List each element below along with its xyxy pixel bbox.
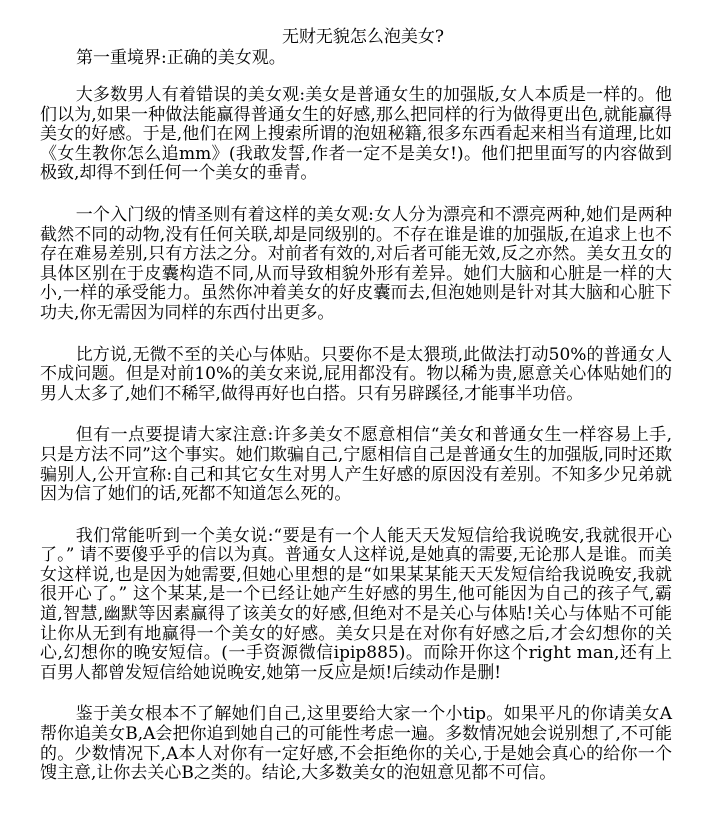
document-body [40, 86, 672, 806]
paragraph: 我们常能听到一个美女说:“要是有一个人能天天发短信给我说晚安,我就很开心了。” 请不要傻乎乎的信以为真。普通女人这样说,是她真的需要,无论那人是谁。而美女这样说,也是因为她需要,但她心里想的是“如果某某能天天发短信给我说晚安,我就很开心了。” 这个某某,是一个已经让她产生好感的男生,他可能因为自己的孩子气,霸道,智慧,幽默等因素赢得了该美女的好感,但绝对不是关心与体贴!关心与体贴不可能让你从无到有地赢得一个美女的好感。美女只是在对你有好感之后,才会幻想你的关心,幻想你的晚安短信。(一手资源微信ipip885)。而除开你这个right man,还有上百男人都曾发短信给她说晚安,她第一反应是烦!后续动作是删! [40, 525, 672, 683]
paragraph: 一个入门级的情圣则有着这样的美女观:女人分为漂亮和不漂亮两种,她们是两种截然不同的动物,没有任何关联,却是同级别的。不存在谁是谁的加强版,在追求上也不存在难易差别,只有方法之分。对前者有效的,对后者可能无效,反之亦然。美女丑女的具体区别在于皮囊构造不同,从而导致相貌外形有差异。她们大脑和心脏是一样的大小,一样的承受能力。虽然你冲着美女的好皮囊而去,但泡她则是针对其大脑和心脏下功夫,你无需因为同样的东西付出更多。 [40, 204, 672, 323]
paragraph: 大多数男人有着错误的美女观:美女是普通女生的加强版,女人本质是一样的。他们以为,如果一种做法能赢得普通女生的好感,那么把同样的行为做得更出色,就能赢得美女的好感。于是,他们在网上搜索所谓的泡妞秘籍,很多东西看起来相当有道理,比如《女生教你怎么追mm》(我敢发誓,作者一定不是美女!)。他们把里面写的内容做到极致,却得不到任何一个美女的垂青。 [40, 85, 672, 184]
paragraph: 但有一点要提请大家注意:许多美女不愿意相信“美女和普通女生一样容易上手,只是方法不同”这个事实。她们欺骗自己,宁愿相信自己是普通女生的加强版,同时还欺骗别人,公开宣称:自己和其它女生对男人产生好感的原因没有差别。不知多少兄弟就因为信了她们的话,死都不知道怎么死的。 [40, 425, 672, 505]
section-heading: 第一重境界:正确的美女观。 [76, 48, 286, 68]
paragraph: 鉴于美女根本不了解她们自己,这里要给大家一个小tip。如果平凡的你请美女A帮你追美女B,A会把你追到她自己的可能性考虑一遍。多数情况她会说别想了,不可能的。少数情况下,A本人对你有一定好感,不会拒绝你的关心,于是她会真心的给你一个馊主意,让你去关心B之类的。结论,大多数美女的泡妞意见都不可信。 [40, 704, 672, 784]
paragraph: 比方说,无微不至的关心与体贴。只要你不是太猥琐,此做法打动50%的普通女人不成问题。但是对前10%的美女来说,屁用都没有。物以稀为贵,愿意关心体贴她们的男人太多了,她们不稀罕,做得再好也白搭。只有另辟蹊径,才能事半功倍。 [40, 344, 672, 404]
document-title: 无财无貌怎么泡美女? [281, 27, 445, 47]
